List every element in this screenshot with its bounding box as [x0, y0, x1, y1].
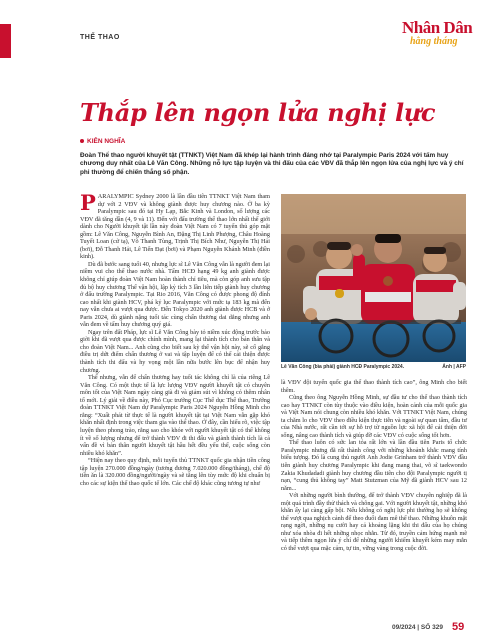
author-name: KIÊN NGHĨA	[87, 138, 126, 145]
paragraph-9: Với những người bình thường, để trở thành VĐV chuyên nghiệp đã là một quá trình đầy thử thách và chông gai. Với người khuyết tật, những khó khăn ấy lại càng gấp bội. Nếu không có nghị lực phi thường họ sẽ không thể vượt qua nghịch cảnh để theo đuổi đam mê thể thao. Những khuôn mặt rạng ngời, những nụ cười hay cả khoảng lặng khi thi đấu của họ chúng như xóa nhòa đi hết những nhọc nhằn. Từ đó, truyền cảm hứng mạnh mẽ và tiếp thêm ngọn lửa ý chí để những người khiếm khuyết kém may mắn có thể vượt qua mặc cảm, tự tin, vững vàng trong cuộc đời.	[281, 492, 467, 553]
article-lead: Đoàn Thể thao người khuyết tật (TTNKT) Việt Nam đã khép lại hành trình đáng nhớ tại Paralympic Paris 2024 với tấm huy chương duy nhất của Lê Văn Công. Những nỗ lực tập luyện và thi đấu của các VĐV đã thắp lên ngọn lửa của nghị lực và ý chí phi thường để chiến thắng số phận.	[80, 152, 464, 176]
section-accent-bar	[0, 24, 11, 58]
paragraph-7: Cũng theo ông Nguyễn Hồng Minh, sự đầu tư cho thể thao thành tích cao hay TTNKT còn tùy thuộc vào điều kiện, hoàn cảnh của mỗi quốc gia và Việt Nam nói chung còn nhiều khó khăn. Với TTNKT Việt Nam, chúng ta chăm lo cho VĐV theo điều kiện thực tiễn và ngoài sự quan tâm, đầu tư của Nhà nước, rất cần tới sự hỗ trợ từ nguồn lực xã hội để cải thiện đời sống, nâng cao thành tích và giúp đỡ các VĐV có cuộc sống tốt hơn.	[281, 394, 467, 439]
paragraph-4: Thế nhưng, vẫn để chấn thương hay tuổi tác không chỉ là của riêng Lê Văn Công. Có một thực tế là lực lượng VĐV người khuyết tật có chuyên môn tốt của Việt Nam ngày càng già đi và giảm sút vì không có thêm nhân tố mới. Lý giải về điều này, Phó Cục trưởng Cục Thể dục Thể thao, Trưởng đoàn TTNKT Việt Nam dự Paralympic Paris 2024 Nguyễn Hồng Minh cho rằng: “Xuất phát từ thực tế là người khuyết tật tại Việt Nam vẫn gặp khó khăn nhất định trong việc tham gia vào thể thao. Ở đây, cần hiểu rõ, việc tập luyện theo phong trào, rằng sao cho khóe với người khuyết tật có thể không ít về số lượng nhưng để trở thành VĐV đi thi đấu và giành thành tích là cả vấn đề vì bản thân người khuyết tật hầu hết đều yếu thế, cuộc sống còn nhiều khó khăn”.	[80, 374, 270, 457]
issue-info: 09/2024 | SỐ 329	[392, 624, 443, 631]
athletes-photo-illustration	[281, 194, 466, 362]
newspaper-logo[interactable]	[402, 19, 478, 59]
logo-main-text: Nhân Dân	[402, 18, 473, 37]
section-label: THỂ THAO	[80, 34, 120, 41]
article-column-right	[281, 379, 467, 553]
paragraph-2: Dù đã bước sang tuổi 40, nhưng lực sĩ Lê Văn Công vẫn là người đem lại niềm vui cho thể thao nước nhà. Tấm HCĐ hạng 49 kg anh giành được không chỉ giúp đoàn Việt Nam hoàn thành chỉ tiêu, mà còn góp anh sưu tập đủ bộ huy chương Thế vận hội, lập kỷ tích 3 lần liên tiếp giành huy chương ở đấu trường Paralympic. Tại Rio 2016, Văn Công có được phong độ đỉnh cao nhất khi giành HCV, phá kỷ lục Paralympic với mức tạ 183 kg mà đến nay vẫn chưa ai vượt qua được. Đến Tokyo 2020 anh giành được HCB và ở Paris 2024, dù giành nặng tuổi tác cùng chấn thương dai dẳng nhưng anh vẫn đem về tấm huy chương quý giá.	[80, 260, 270, 329]
paragraph-1: PARALYMPIC Sydney 2000 là lần đầu tiên TTNKT Việt Nam tham dự với 2 VĐV và không giành được huy chương nào. Ở ba kỳ Paralympic sau đó tại Hy Lạp, Bắc Kinh và London, số lượng các VĐV đã tăng dần (4, 9 và 11). Đến với đấu trường thể thao lớn nhất thế giới dành cho Người khuyết tật lần này đoàn Việt Nam có 7 tuyển thủ góp mặt gồm: Lê Văn Công, Nguyễn Bình An, Đặng Thị Linh Phượng, Châu Hoàng Tuyết Loan (cử tạ), Võ Thanh Tùng, Trịnh Thị Bích Như, Nguyễn Thị Hải (bơi), Đỗ Thanh Hải, Lê Tiến Đạt (bơi) và Phạm Nguyễn Khánh Minh (điền kinh).	[80, 190, 270, 261]
photo-caption-row	[281, 364, 466, 370]
byline	[80, 138, 125, 145]
paragraph-8: Thế thao luôn có sức lan tỏa rất lớn và lần đầu tiên Paris tổ chức Paralympic nhưng đã rất thành công với những khoảnh khắc mang tính biểu tượng. Đó là cung thủ người Anh Jodie Grinham trở thành VĐV đầu tiên giành huy chương Paralympic khi đang mang thai, võ sĩ taekwondo Zakia Khudadadi giành huy chương đầu tiên cho đội Paralympic người tị nạn, “cung thủ không tay” Matt Stutzman của Mỹ đã giành HCV sau 12 năm...	[281, 439, 467, 492]
logo-sub-text: hằng tháng	[410, 36, 458, 47]
paragraph-3: Ngay trên đất Pháp, lực sĩ Lê Văn Công bày tỏ niềm xúc động trước bảo giời khi đã vượt qua được chính mình, mang lại thành tích cho bản thân và cho đoàn Việt Nam... Anh cũng cho biết sau kỳ thế vận hội này, sẽ cố gắng điều trị dứt điểm chấn thương ở vai và tập luyện để có thể cải thiện được thành tích thi đấu và hy vọng một lần nữa bước lên bục để nhận huy chương.	[80, 328, 270, 374]
page-number: 59	[452, 621, 465, 633]
photo-caption: Lê Văn Công (bìa phải) giành HCĐ Paralympic 2024.	[281, 364, 405, 370]
byline-dot-icon	[80, 139, 84, 143]
article-headline: Thắp lên ngọn lửa nghị lực	[80, 98, 436, 127]
article-photo[interactable]	[281, 194, 466, 362]
paragraph-6: là VĐV đội tuyển quốc gia thể thao thành tích cao”, ông Minh cho biết thêm.	[281, 379, 467, 394]
dropcap: P	[80, 190, 96, 215]
photo-credit: Ảnh | AFP	[442, 364, 466, 370]
article-column-left	[80, 190, 270, 487]
paragraph-5: “Hiện nay theo quy định, mỗi tuyển thủ TTNKT quốc gia nhận tiền công tập luyện 270.000 đồng/ngày (tương đương 7.020.000 đồng/tháng), chế độ tiền ăn là 320.000 đồng/người/ngày và sẽ tăng lên tùy mức độ khi chuẩn bị cho các sự kiện thể thao quốc tế lớn. Các chế độ khác cũng tương tự như	[80, 457, 270, 487]
